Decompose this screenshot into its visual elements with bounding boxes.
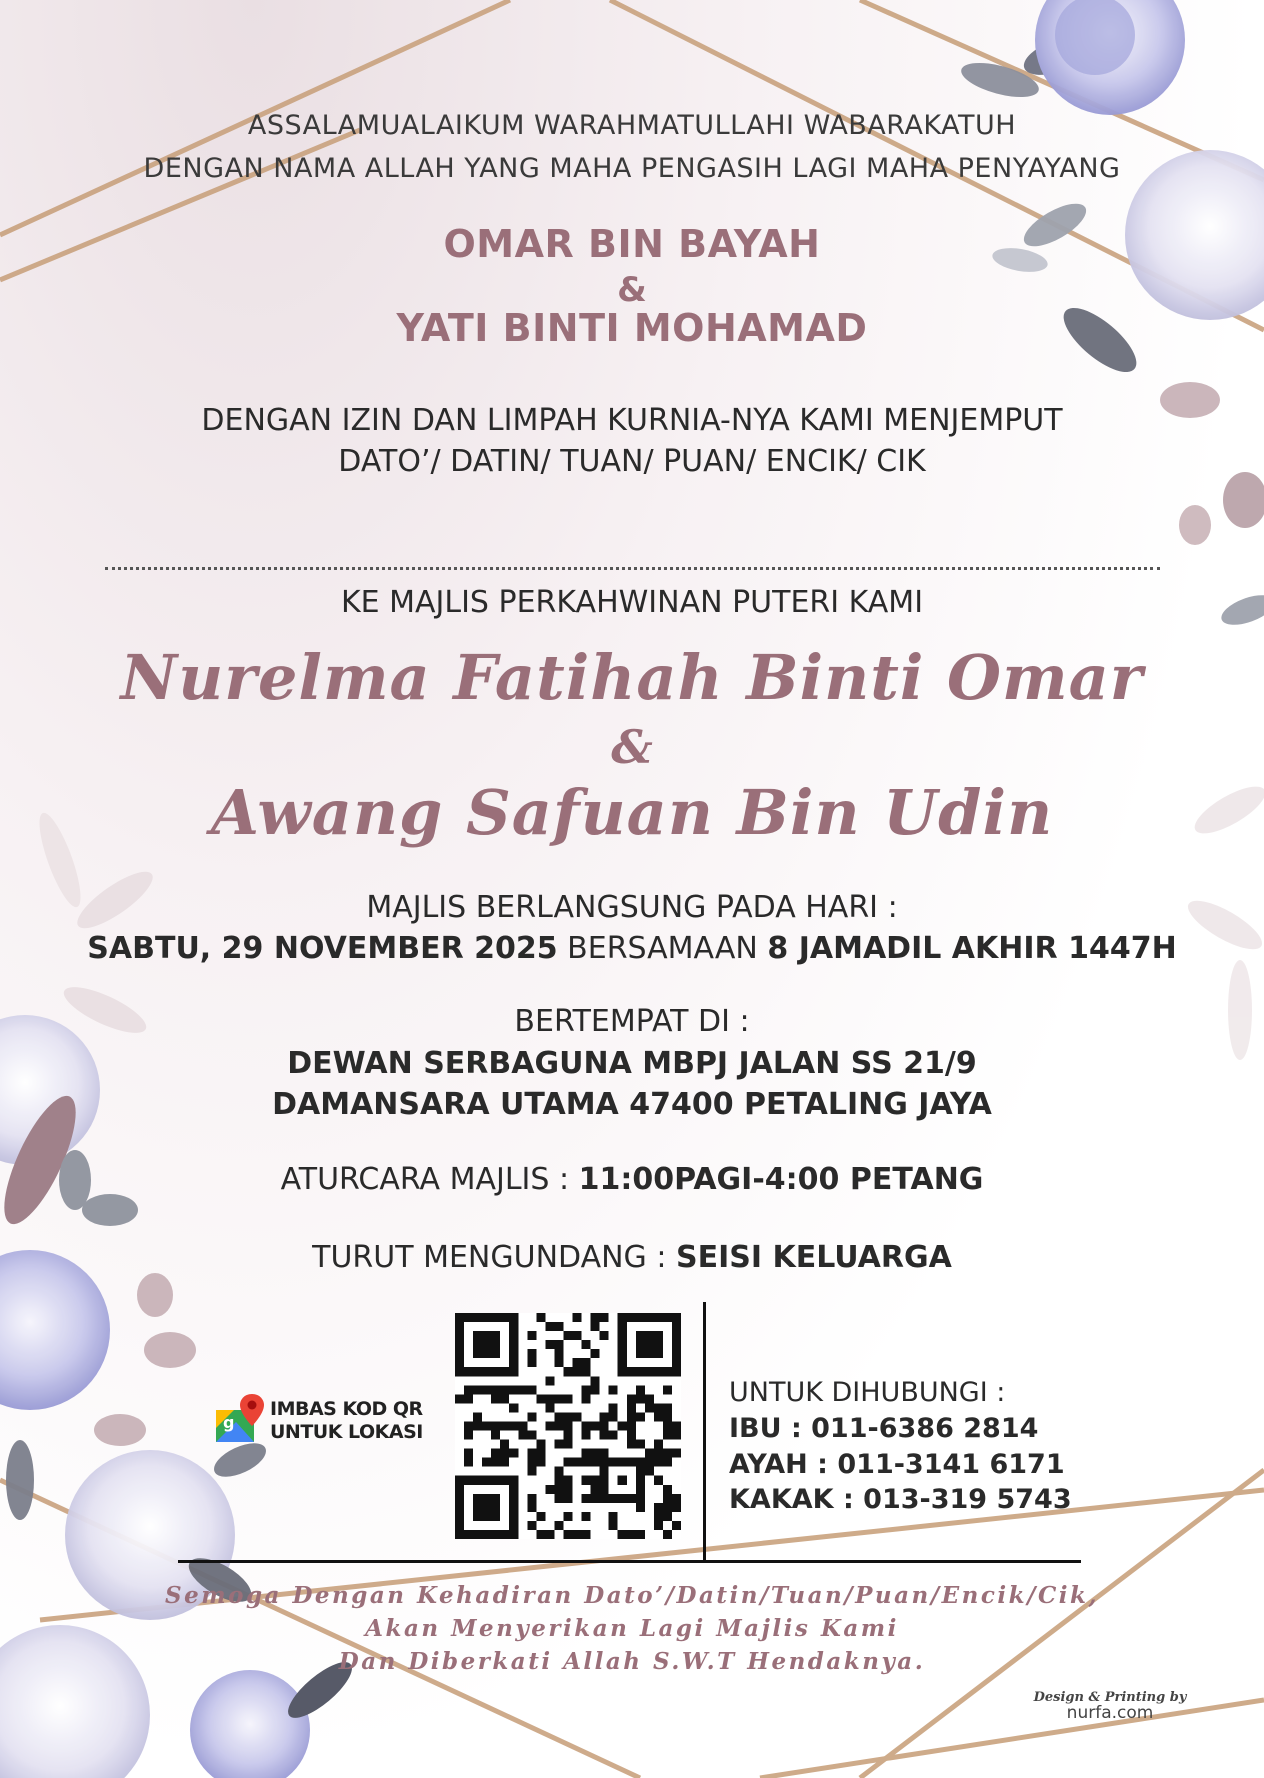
closing-line-2: Akan Menyerikan Lagi Majlis Kami xyxy=(365,1615,899,1642)
host-mother-name: YATI BINTI MOHAMAD xyxy=(396,306,868,350)
venue-label: BERTEMPAT DI : xyxy=(514,1004,750,1039)
contact-item-sister: KAKAK : 013-319 5743 xyxy=(729,1484,1072,1515)
host-father-name: OMAR BIN BAYAH xyxy=(443,222,821,266)
greeting-line-1: ASSALAMUALAIKUM WARAHMATULLAHI WABARAKATUH xyxy=(247,110,1017,141)
invitation-line-1: DENGAN IZIN DAN LIMPAH KURNIA-NYA KAMI MENJEMPUT xyxy=(201,403,1063,438)
location-qr-code[interactable] xyxy=(455,1313,681,1539)
svg-text:g: g xyxy=(223,1413,235,1432)
greeting-line-2: DENGAN NAMA ALLAH YANG MAHA PENGASIH LAGI MAHA PENYAYANG xyxy=(143,153,1121,184)
date-hijri: 8 JAMADIL AKHIR 1447H xyxy=(767,931,1177,966)
host-ampersand: & xyxy=(617,270,647,310)
venue-line-2: DAMANSARA UTAMA 47400 PETALING JAYA xyxy=(272,1087,992,1122)
date-connector: BERSAMAAN xyxy=(557,931,768,966)
couple-ampersand: & xyxy=(611,720,653,774)
co-host-value: SEISI KELUARGA xyxy=(675,1240,952,1275)
date-gregorian: SABTU, 29 NOVEMBER 2025 xyxy=(87,931,558,966)
schedule-line xyxy=(0,1162,1264,1197)
google-maps-icon xyxy=(214,1392,266,1444)
venue-line-1: DEWAN SERBAGUNA MBPJ JALAN SS 21/9 xyxy=(287,1046,977,1081)
qr-caption-line-2: UNTUK LOKASI xyxy=(270,1421,423,1443)
qr-caption-line-1: IMBAS KOD QR xyxy=(270,1398,423,1420)
closing-line-3: Dan Diberkati Allah S.W.T Hendaknya. xyxy=(338,1648,926,1675)
date-line xyxy=(0,931,1264,966)
contact-item-mother: IBU : 011-6386 2814 xyxy=(729,1413,1039,1444)
schedule-time: 11:00PAGI-4:00 PETANG xyxy=(578,1162,984,1197)
contact-block xyxy=(729,1375,1149,1518)
invitation-line-2: DATO’/ DATIN/ TUAN/ PUAN/ ENCIK/ CIK xyxy=(338,444,926,479)
groom-name: Awang Safuan Bin Udin xyxy=(210,776,1054,849)
credit-line-1: Design & Printing by xyxy=(1033,1690,1187,1705)
schedule-label: ATURCARA MAJLIS : xyxy=(280,1162,579,1197)
bride-name: Nurelma Fatihah Binti Omar xyxy=(120,641,1144,714)
date-label: MAJLIS BERLANGSUNG PADA HARI : xyxy=(366,890,898,925)
co-host-label: TURUT MENGUNDANG : xyxy=(312,1240,676,1275)
dotted-divider xyxy=(105,567,1160,570)
contact-label: UNTUK DIHUBUNGI : xyxy=(729,1377,1006,1408)
horizontal-divider xyxy=(178,1560,1081,1563)
co-host-line xyxy=(0,1240,1264,1275)
qr-location-caption xyxy=(214,1390,444,1446)
designer-credit xyxy=(1030,1690,1190,1723)
credit-line-2: nurfa.com xyxy=(1066,1703,1154,1723)
vertical-divider xyxy=(703,1302,706,1560)
closing-line-1: Semoga Dengan Kehadiran Dato’/Datin/Tuan/Puan/Encik/Cik, xyxy=(165,1582,1099,1609)
occasion-text: KE MAJLIS PERKAHWINAN PUTERI KAMI xyxy=(340,585,924,620)
contact-item-father: AYAH : 011-3141 6171 xyxy=(729,1448,1065,1480)
